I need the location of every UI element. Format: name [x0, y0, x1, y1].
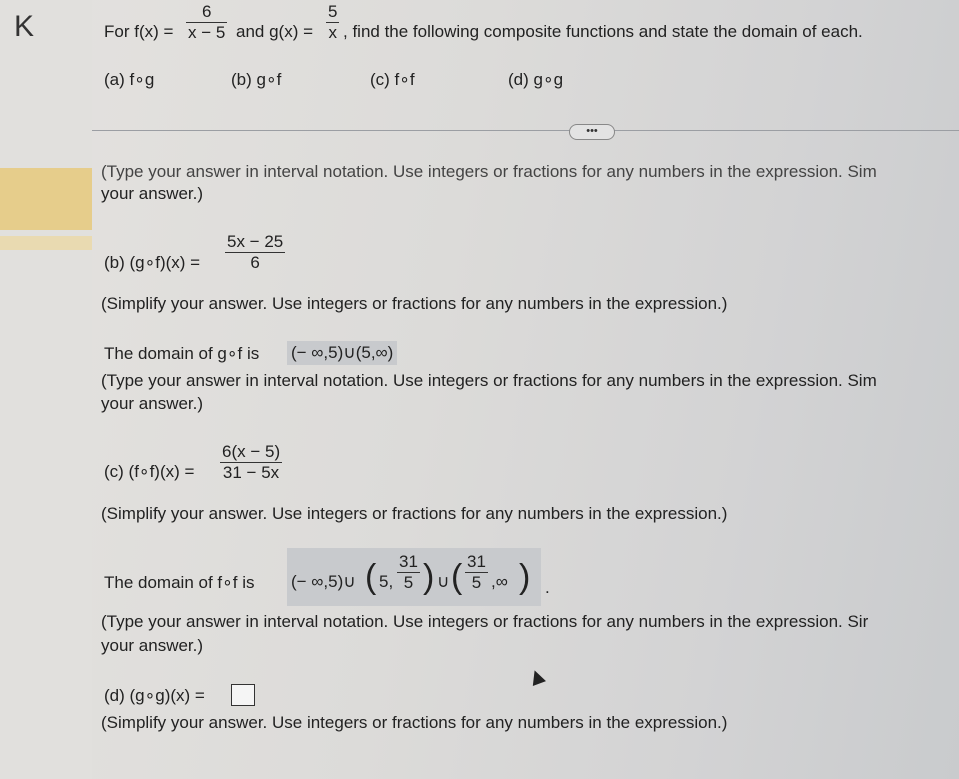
- c-answer-fraction: [220, 442, 282, 483]
- c-label: (c) (f∘f)(x) =: [104, 462, 195, 481]
- c-paren-close-1: ): [423, 558, 435, 596]
- back-icon[interactable]: K: [14, 10, 35, 43]
- c-union: ∪: [437, 572, 450, 591]
- c-domain-label: The domain of f∘f is: [104, 573, 255, 592]
- b-denominator: 6: [250, 253, 260, 272]
- c-interval1-left: 5,: [379, 572, 394, 591]
- b-domain-hint-line1: (Type your answer in interval notation. Use integers or fractions for any numbers in the expression. Sim: [101, 371, 877, 390]
- c-domain-hint-line1: (Type your answer in interval notation. Use integers or fractions for any numbers in the expression. Sir: [101, 612, 869, 631]
- c-domain-hint-line2: your answer.): [101, 636, 204, 655]
- problem-and: and g(x) =: [236, 22, 314, 41]
- b-domain-hint-line2: your answer.): [101, 394, 204, 413]
- c-paren-open-1: (: [365, 558, 377, 596]
- g-fraction: [326, 2, 339, 43]
- c-domain-period: .: [545, 578, 550, 597]
- d-hint: (Simplify your answer. Use integers or fractions for any numbers in the expression.): [101, 713, 728, 732]
- d-label: (d) (g∘g)(x) =: [104, 686, 205, 705]
- section-divider: [92, 130, 959, 131]
- part-b-link[interactable]: (b) g∘f: [231, 70, 282, 89]
- b-numerator: 5x − 25: [227, 232, 284, 251]
- d-answer-input[interactable]: [231, 684, 255, 706]
- c-frac2-num: 31: [467, 552, 486, 571]
- part-a-link[interactable]: (a) f∘g: [104, 70, 155, 89]
- b-domain-label: The domain of g∘f is: [104, 344, 260, 363]
- top-hint-line2: your answer.): [101, 184, 204, 203]
- c-frac2: [465, 552, 488, 593]
- left-panel: [0, 0, 92, 779]
- c-hint: (Simplify your answer. Use integers or fractions for any numbers in the expression.): [101, 504, 728, 523]
- part-c-link[interactable]: (c) f∘f: [370, 70, 415, 89]
- part-d-link[interactable]: (d) g∘g: [508, 70, 564, 89]
- b-hint: (Simplify your answer. Use integers or fractions for any numbers in the expression.): [101, 294, 728, 313]
- c-paren-close-2: ): [519, 558, 531, 596]
- d-answer-box[interactable]: [231, 684, 255, 706]
- mouse-cursor-icon: [528, 668, 546, 686]
- problem-prefix: For f(x) =: [104, 22, 174, 41]
- c-domain-part1: (− ∞,5)∪: [291, 572, 356, 591]
- f-denominator: x − 5: [188, 23, 226, 42]
- problem-suffix: , find the following composite functions and state the domain of each.: [343, 22, 863, 41]
- c-frac2-den: 5: [471, 573, 482, 592]
- b-domain-answer[interactable]: (− ∞,5)∪(5,∞): [287, 341, 397, 365]
- b-answer-fraction: [225, 232, 285, 273]
- c-frac1-den: 5: [403, 573, 414, 592]
- left-highlight: [0, 168, 92, 230]
- top-hint-line1: (Type your answer in interval notation. Use integers or fractions for any numbers in the expression. Sim: [101, 162, 877, 181]
- b-label: (b) (g∘f)(x) =: [104, 253, 201, 272]
- f-fraction: [186, 2, 227, 43]
- c-frac1-num: 31: [399, 552, 418, 571]
- more-button[interactable]: •••: [569, 124, 615, 140]
- c-numerator: 6(x − 5): [222, 442, 281, 461]
- g-denominator: x: [328, 23, 337, 42]
- c-domain-answer[interactable]: [287, 548, 541, 606]
- c-frac1: [397, 552, 420, 593]
- c-interval2-right: ,∞: [491, 572, 508, 591]
- c-denominator: 31 − 5x: [222, 463, 280, 482]
- left-highlight-small: [0, 236, 92, 250]
- f-numerator: 6: [201, 2, 212, 21]
- g-numerator: 5: [328, 2, 338, 21]
- c-paren-open-2: (: [451, 558, 463, 596]
